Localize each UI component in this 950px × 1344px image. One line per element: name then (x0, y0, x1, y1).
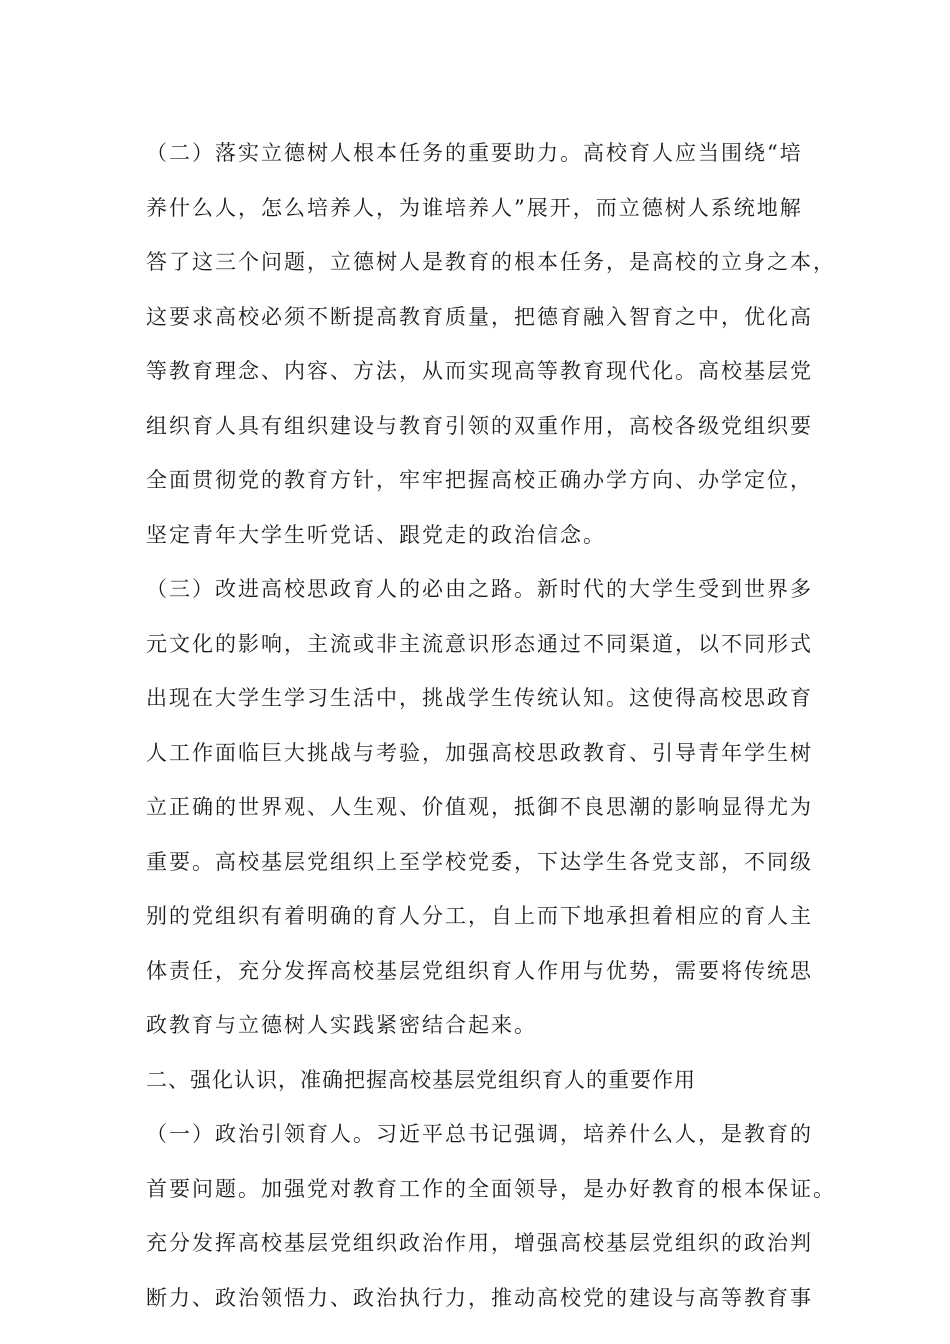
text-line: 别的党组织有着明确的育人分工，自上而下地承担着相应的育人主 (146, 904, 813, 928)
text-line: 元文化的影响，主流或非主流意识形态通过不同渠道，以不同形式 (146, 631, 813, 656)
text-line: 出现在大学生学习生活中，挑战学生传统认知。这使得高校思政育 (146, 686, 813, 710)
text-line: （一）政治引领育人。习近平总书记强调，培养什么人，是教育的 (146, 1122, 813, 1146)
document-body (146, 136, 836, 1335)
text-line: 断力、政治领悟力、政治执行力，推动高校党的建设与高等教育事 (146, 1285, 813, 1310)
text-line: 体责任，充分发挥高校基层党组织育人作用与优势，需要将传统思 (146, 958, 813, 983)
section-heading: 二、强化认识，准确把握高校基层党组织育人的重要作用 (146, 1067, 696, 1092)
text-line: 重要。高校基层党组织上至学校党委，下达学生各党支部，不同级 (146, 849, 813, 874)
text-line: 养什么人，怎么培养人，为谁培养人”展开，而立德树人系统地解 (146, 195, 803, 220)
text-line: 答了这三个问题，立德树人是教育的根本任务，是高校的立身之本， (146, 250, 836, 274)
text-line: 立正确的世界观、人生观、价值观，抵御不良思潮的影响显得尤为 (146, 795, 813, 819)
text-line: 全面贯彻党的教育方针，牢牢把握高校正确办学方向、办学定位， (146, 468, 813, 492)
text-line: （三）改进高校思政育人的必由之路。新时代的大学生受到世界多 (146, 577, 813, 601)
text-line: 组织育人具有组织建设与教育引领的双重作用，高校各级党组织要 (146, 413, 813, 438)
text-line: 这要求高校必须不断提高教育质量，把德育融入智育之中，优化高 (146, 304, 813, 329)
text-line: （二）落实立德树人根本任务的重要助力。高校育人应当围绕“培 (146, 141, 803, 165)
text-line: 充分发挥高校基层党组织政治作用，增强高校基层党组织的政治判 (146, 1231, 813, 1255)
text-line: 政教育与立德树人实践紧密结合起来。 (146, 1013, 537, 1037)
text-line: 首要问题。加强党对教育工作的全面领导，是办好教育的根本保证。 (146, 1176, 836, 1201)
text-line: 人工作面临巨大挑战与考验，加强高校思政教育、引导青年学生树 (146, 740, 813, 765)
text-line: 坚定青年大学生听党话、跟党走的政治信念。 (146, 522, 606, 547)
text-line: 等教育理念、内容、方法，从而实现高等教育现代化。高校基层党 (146, 359, 813, 383)
